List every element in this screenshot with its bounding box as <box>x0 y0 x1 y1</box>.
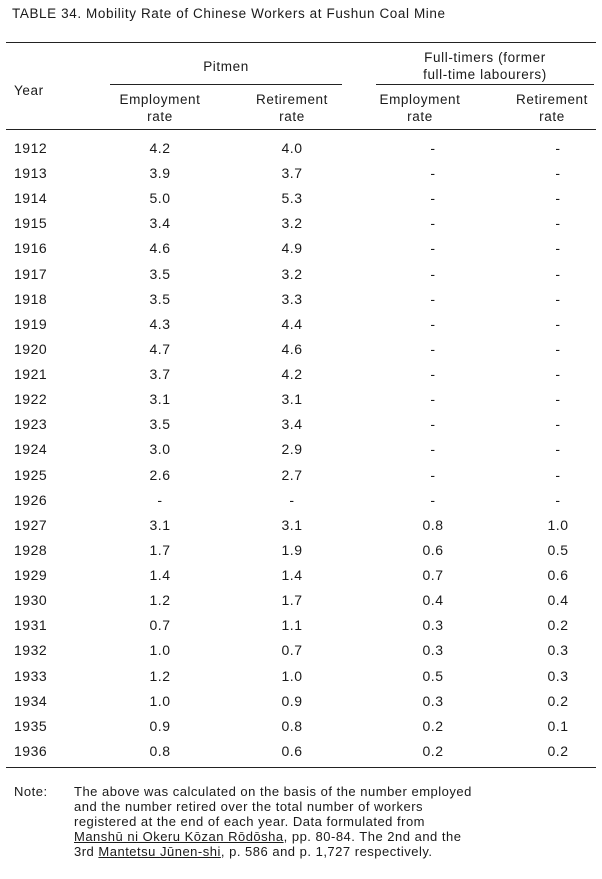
header-pitmen-employment-line2: rate <box>147 109 173 124</box>
pitmen-employment-cell: 3.1 <box>149 516 171 533</box>
fulltimers-retirement-cell: - <box>555 290 561 307</box>
year-cell: 1934 <box>14 692 48 709</box>
note-line-5-prefix: 3rd <box>74 844 99 859</box>
note-line-2: and the number retired over the total number of workers <box>74 799 424 814</box>
pitmen-retirement-cell: 3.1 <box>281 391 303 408</box>
pitmen-employment-cell: 2.6 <box>149 466 171 483</box>
year-cell: 1924 <box>14 441 48 458</box>
fulltimers-retirement-cell: - <box>555 140 561 156</box>
fulltimers-retirement-cell: - <box>555 315 561 332</box>
pitmen-employment-cell: 5.0 <box>149 190 171 207</box>
fulltimers-retirement-cell: - <box>555 190 561 207</box>
fulltimers-retirement-cell: - <box>555 491 561 508</box>
pitmen-retirement-cell: 1.9 <box>281 541 303 558</box>
fulltimers-employment-cell: - <box>430 290 436 307</box>
pitmen-employment-cell: 4.6 <box>149 240 171 257</box>
pitmen-retirement-cell: 0.6 <box>281 742 303 759</box>
pitmen-employment-cell: 0.8 <box>149 742 171 759</box>
table-row <box>0 638 602 663</box>
pitmen-employment-cell: 1.4 <box>149 567 171 584</box>
pitmen-employment-cell: 4.2 <box>149 140 171 156</box>
table-row <box>0 563 602 588</box>
pitmen-employment-cell: 3.9 <box>149 165 171 182</box>
fulltimers-retirement-cell: 0.5 <box>547 541 569 558</box>
pitmen-employment-cell: 3.5 <box>149 290 171 307</box>
fulltimers-retirement-cell: - <box>555 416 561 433</box>
table-row <box>0 689 602 714</box>
fulltimers-retirement-cell: - <box>555 340 561 357</box>
table-row <box>0 538 602 563</box>
pitmen-retirement-cell: 1.4 <box>281 567 303 584</box>
fulltimers-retirement-cell: - <box>555 366 561 383</box>
pitmen-employment-cell: 4.7 <box>149 340 171 357</box>
header-pitmen-employment-line1: Employment <box>119 92 201 107</box>
year-cell: 1925 <box>14 466 48 483</box>
year-cell: 1928 <box>14 541 48 558</box>
header-fulltimers-retirement-line1: Retirement <box>515 92 589 107</box>
table-row <box>0 412 602 437</box>
header-pitmen-retirement-line2: rate <box>279 109 305 124</box>
fulltimers-retirement-cell: - <box>555 265 561 282</box>
fulltimers-employment-cell: 0.6 <box>422 541 444 558</box>
year-cell: 1930 <box>14 592 48 609</box>
fulltimers-retirement-cell: - <box>555 215 561 232</box>
year-cell: 1921 <box>14 366 48 383</box>
table-row <box>0 211 602 236</box>
pitmen-employment-cell: - <box>157 491 163 508</box>
pitmen-retirement-cell: 1.0 <box>281 667 303 684</box>
pitmen-retirement-cell: - <box>289 491 295 508</box>
fulltimers-employment-cell: - <box>430 265 436 282</box>
note-line-5-rest: , p. 586 and p. 1,727 respectively. <box>220 844 433 859</box>
year-cell: 1931 <box>14 617 48 634</box>
table-row <box>0 337 602 362</box>
header-group-fulltimers-line1: Full-timers (former <box>424 50 546 65</box>
table-row <box>0 161 602 186</box>
fulltimers-employment-cell: - <box>430 416 436 433</box>
table-row <box>0 136 602 161</box>
year-cell: 1932 <box>14 642 48 659</box>
pitmen-retirement-cell: 0.8 <box>281 717 303 734</box>
year-cell: 1926 <box>14 491 48 508</box>
pitmen-retirement-cell: 3.3 <box>281 290 303 307</box>
header-fulltimers-employment-line2: rate <box>407 109 433 124</box>
fulltimers-retirement-cell: 0.6 <box>547 567 569 584</box>
table-row <box>0 362 602 387</box>
note-line-4-rest: , pp. 80-84. The 2nd and the <box>283 829 462 844</box>
fulltimers-employment-cell: - <box>430 466 436 483</box>
fulltimers-retirement-cell: - <box>555 240 561 257</box>
fulltimers-employment-cell: 0.3 <box>422 692 444 709</box>
table-row <box>0 437 602 462</box>
pitmen-retirement-cell: 5.3 <box>281 190 303 207</box>
table-row <box>0 664 602 689</box>
pitmen-retirement-cell: 3.2 <box>281 215 303 232</box>
year-cell: 1927 <box>14 516 48 533</box>
note-body <box>74 784 594 859</box>
fulltimers-employment-cell: 0.4 <box>422 592 444 609</box>
note-line-3: registered at the end of each year. Data formulated from <box>74 814 426 829</box>
year-cell: 1913 <box>14 165 48 182</box>
note-line-1: The above was calculated on the basis of the number employed <box>74 784 472 799</box>
header-group-fulltimers-line2: full-time labourers) <box>423 67 547 82</box>
fulltimers-retirement-cell: 0.1 <box>547 717 569 734</box>
table-row <box>0 513 602 538</box>
pitmen-retirement-cell: 0.9 <box>281 692 303 709</box>
pitmen-retirement-cell: 3.7 <box>281 165 303 182</box>
pitmen-retirement-cell: 2.7 <box>281 466 303 483</box>
fulltimers-employment-cell: - <box>430 215 436 232</box>
year-cell: 1935 <box>14 717 48 734</box>
fulltimers-employment-cell: 0.5 <box>422 667 444 684</box>
pitmen-employment-cell: 3.0 <box>149 441 171 458</box>
year-cell: 1915 <box>14 215 48 232</box>
fulltimers-retirement-cell: 0.2 <box>547 692 569 709</box>
pitmen-retirement-cell: 4.2 <box>281 366 303 383</box>
source-title-2: Mantetsu Jūnen-shi <box>98 844 221 859</box>
year-cell: 1922 <box>14 391 48 408</box>
pitmen-retirement-cell: 4.6 <box>281 340 303 357</box>
pitmen-retirement-cell: 2.9 <box>281 441 303 458</box>
pitmen-employment-cell: 4.3 <box>149 315 171 332</box>
pitmen-employment-cell: 0.9 <box>149 717 171 734</box>
fulltimers-employment-cell: 0.2 <box>422 717 444 734</box>
pitmen-employment-cell: 3.5 <box>149 416 171 433</box>
fulltimers-retirement-cell: - <box>555 466 561 483</box>
fulltimers-employment-cell: 0.2 <box>422 742 444 759</box>
bottom-rule <box>6 767 596 768</box>
year-cell: 1920 <box>14 340 48 357</box>
header-fulltimers-retirement-line2: rate <box>539 109 565 124</box>
fulltimers-employment-cell: - <box>430 441 436 458</box>
year-cell: 1917 <box>14 265 48 282</box>
header-bottom-rule <box>6 129 596 130</box>
year-cell: 1923 <box>14 416 48 433</box>
fulltimers-employment-cell: 0.7 <box>422 567 444 584</box>
note-line-5 <box>74 844 594 859</box>
fulltimers-employment-cell: 0.8 <box>422 516 444 533</box>
year-cell: 1914 <box>14 190 48 207</box>
table-row <box>0 588 602 613</box>
year-cell: 1933 <box>14 667 48 684</box>
header-year: Year <box>14 83 44 98</box>
year-cell: 1929 <box>14 567 48 584</box>
fulltimers-retirement-cell: - <box>555 391 561 408</box>
fulltimers-employment-cell: - <box>430 340 436 357</box>
fulltimers-retirement-cell: - <box>555 441 561 458</box>
note-label: Note: <box>14 784 48 799</box>
table-row <box>0 463 602 488</box>
table-row <box>0 236 602 261</box>
fulltimers-employment-cell: - <box>430 366 436 383</box>
table-title: TABLE 34. Mobility Rate of Chinese Workers at Fushun Coal Mine <box>12 6 446 21</box>
table-row <box>0 714 602 739</box>
fulltimers-retirement-cell: 0.2 <box>547 742 569 759</box>
pitmen-employment-cell: 0.7 <box>149 617 171 634</box>
fulltimers-retirement-cell: - <box>555 165 561 182</box>
fulltimers-employment-cell: - <box>430 190 436 207</box>
pitmen-employment-cell: 3.4 <box>149 215 171 232</box>
pitmen-group-rule <box>110 84 342 85</box>
pitmen-retirement-cell: 4.9 <box>281 240 303 257</box>
fulltimers-retirement-cell: 1.0 <box>547 516 569 533</box>
pitmen-retirement-cell: 3.1 <box>281 516 303 533</box>
fulltimers-retirement-cell: 0.3 <box>547 667 569 684</box>
note-line-4 <box>74 829 594 844</box>
table-row <box>0 262 602 287</box>
table-row <box>0 287 602 312</box>
table-row <box>0 613 602 638</box>
year-cell: 1936 <box>14 742 48 759</box>
header-pitmen-retirement-line1: Retirement <box>255 92 329 107</box>
fulltimers-employment-cell: - <box>430 391 436 408</box>
fulltimers-retirement-cell: 0.4 <box>547 592 569 609</box>
fulltimers-employment-cell: - <box>430 140 436 156</box>
top-rule <box>6 42 596 43</box>
pitmen-employment-cell: 3.7 <box>149 366 171 383</box>
table-row <box>0 387 602 412</box>
fulltimers-employment-cell: 0.3 <box>422 642 444 659</box>
table-row <box>0 739 602 764</box>
pitmen-retirement-cell: 3.4 <box>281 416 303 433</box>
pitmen-retirement-cell: 0.7 <box>281 642 303 659</box>
header-fulltimers-employment-line1: Employment <box>379 92 461 107</box>
pitmen-employment-cell: 1.0 <box>149 642 171 659</box>
fulltimers-retirement-cell: 0.3 <box>547 642 569 659</box>
pitmen-employment-cell: 1.2 <box>149 592 171 609</box>
source-title-1: Manshū ni Okeru Kōzan Rōdōsha <box>74 829 284 844</box>
fulltimers-group-rule <box>376 84 594 85</box>
fulltimers-retirement-cell: 0.2 <box>547 617 569 634</box>
year-cell: 1919 <box>14 315 48 332</box>
year-cell: 1916 <box>14 240 48 257</box>
fulltimers-employment-cell: - <box>430 240 436 257</box>
pitmen-employment-cell: 3.5 <box>149 265 171 282</box>
fulltimers-employment-cell: - <box>430 165 436 182</box>
table-row <box>0 186 602 211</box>
pitmen-employment-cell: 3.1 <box>149 391 171 408</box>
table-row <box>0 488 602 513</box>
table-row <box>0 312 602 337</box>
pitmen-retirement-cell: 4.0 <box>281 140 303 156</box>
fulltimers-employment-cell: - <box>430 491 436 508</box>
pitmen-employment-cell: 1.7 <box>149 541 171 558</box>
year-cell: 1912 <box>14 140 48 156</box>
pitmen-retirement-cell: 3.2 <box>281 265 303 282</box>
fulltimers-employment-cell: - <box>430 315 436 332</box>
pitmen-retirement-cell: 1.1 <box>281 617 303 634</box>
pitmen-employment-cell: 1.2 <box>149 667 171 684</box>
header-group-pitmen: Pitmen <box>203 59 249 74</box>
year-cell: 1918 <box>14 290 48 307</box>
fulltimers-employment-cell: 0.3 <box>422 617 444 634</box>
pitmen-retirement-cell: 1.7 <box>281 592 303 609</box>
pitmen-retirement-cell: 4.4 <box>281 315 303 332</box>
pitmen-employment-cell: 1.0 <box>149 692 171 709</box>
